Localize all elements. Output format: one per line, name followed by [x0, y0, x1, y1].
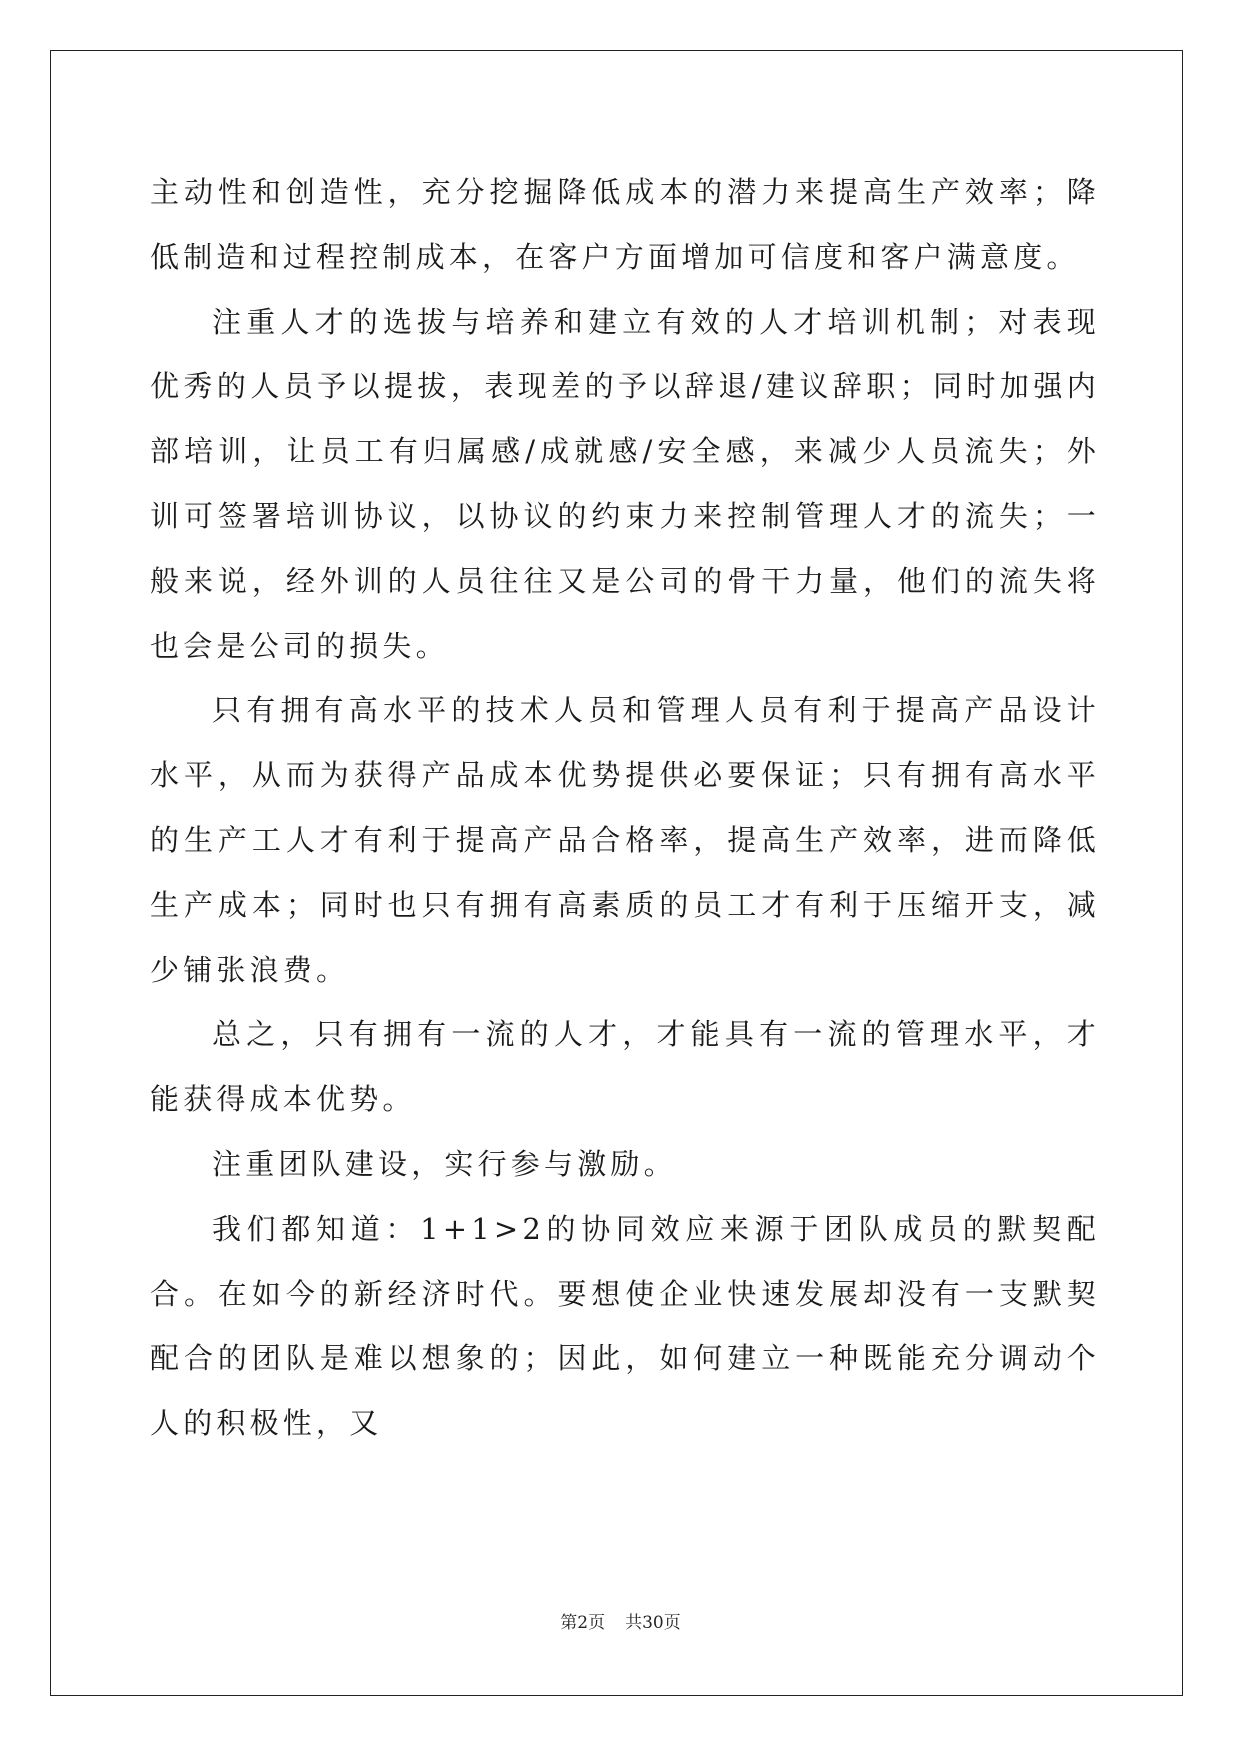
paragraph-4: 总之，只有拥有一流的人才，才能具有一流的管理水平，才能获得成本优势。 — [150, 1017, 1100, 1117]
total-pages: 共30页 — [625, 1613, 681, 1633]
page-footer — [0, 1608, 1241, 1633]
paragraph-1: 主动性和创造性，充分挖掘降低成本的潜力来提高生产效率；降低制造和过程控制成本，在客户方面增加可信度和客户满意度。 — [150, 175, 1100, 274]
paragraph-5: 注重团队建设，实行参与激励。 — [212, 1146, 677, 1181]
page-number: 第2页 — [560, 1613, 606, 1633]
paragraph-3: 只有拥有高水平的技术人员和管理人员有利于提高产品设计水平，从而为获得产品成本优势提供必要保证；只有拥有高水平的生产工人才有利于提高产品合格率，提高生产效率，进而降低生产成本；同时也只有拥有高素质的员工才有利于压缩开支，减少铺张浪费。 — [150, 693, 1100, 987]
paragraph-6: 我们都知道：1+1>2的协同效应来源于团队成员的默契配合。在如今的新经济时代。要想使企业快速发展却没有一支默契配合的团队是难以想象的；因此，如何建立一种既能充分调动个人的积极性，又 — [150, 1211, 1100, 1441]
paragraph-2: 注重人才的选拔与培养和建立有效的人才培训机制；对表现优秀的人员予以提拔，表现差的予以辞退/建议辞职；同时加强内部培训，让员工有归属感/成就感/安全感，来减少人员流失；外训可签署培训协议，以协议的约束力来控制管理人才的流失；一般来说，经外训的人员往往又是公司的骨干力量，他们的流失将也会是公司的损失。 — [150, 304, 1100, 663]
document-body — [150, 160, 1100, 1456]
